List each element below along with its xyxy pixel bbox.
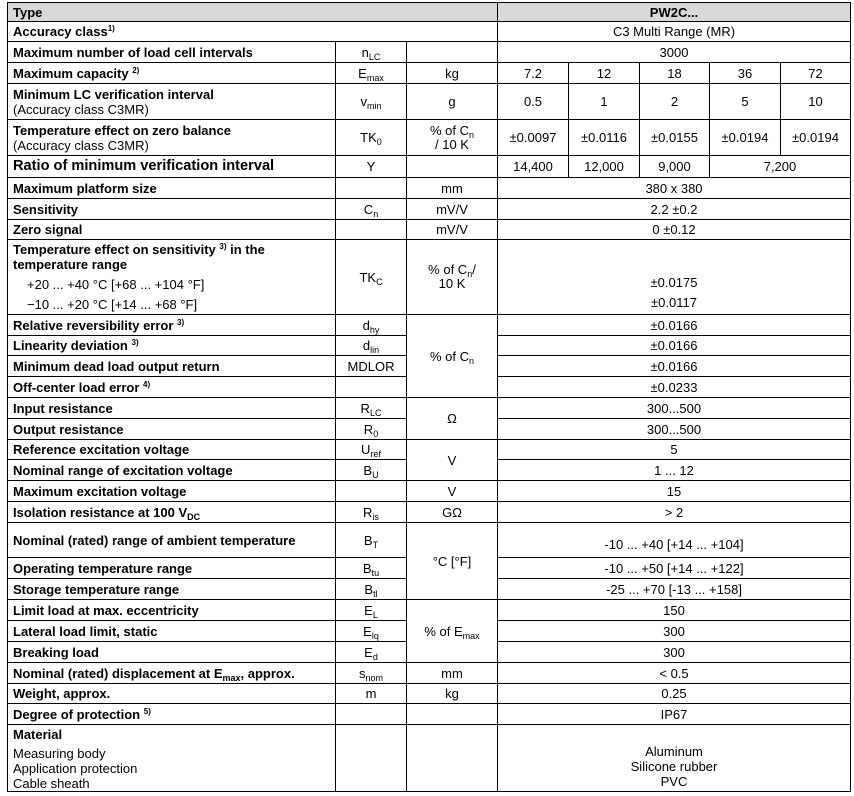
tkc-unit: % of $C_n/$ [428,262,476,279]
isolation-symbol: $R_{is}$ [363,504,379,522]
vmin-value: 1 [600,94,608,109]
material-item: Application protection [13,761,138,776]
op-temp-value: -10 ... +50 [+14 ... +122] [604,560,744,576]
zero-unit: mV/V [436,222,468,237]
displacement-symbol: $s_{nom}$ [358,665,383,683]
max-volt-value-cell [498,481,851,502]
isolation-unit-cell [407,502,498,523]
tk0-symbol-cell [336,120,407,156]
lateral-load-value-cell [498,621,851,642]
tkc-symbol-cell [336,240,407,315]
material-symbol-cell [336,725,407,792]
displacement-unit-cell [407,663,498,684]
material-value: Silicone rubber [630,759,718,774]
isolation-label: Isolation resistance at 100 $V_{DC}$ [13,504,201,522]
isolation-value: > 2 [664,504,684,520]
vmin-unit: g [448,94,456,109]
nom-volt-value: 1 ... 12 [654,462,694,478]
material-value: Aluminum [645,744,703,759]
nom-volt-value-cell [498,460,851,481]
type-value-cell [498,2,851,22]
ratio-label: Ratio of minimum verification interval [13,158,275,174]
vmin-value: 2 [670,94,679,109]
breaking-load-label: Breaking load [13,644,99,660]
capacity-value-cell [710,63,781,84]
sensitivity-value: 2.2 ±0.2 [650,201,698,217]
vmin-symbol: $v_{min}$ [360,94,382,111]
ratio-value: 12,000 [584,159,624,174]
mdlor-value-cell [498,356,851,377]
capacity-symbol: $E_{max}$ [358,65,384,83]
ratio-symbol: Y [366,159,376,174]
tk0-unit-per: / 10 K [435,136,469,152]
reversibility-value-cell [498,315,851,336]
ratio-value-cell [569,156,640,178]
breaking-load-value: 300 [663,644,685,660]
pct-emax-unit-cell [407,600,498,663]
lateral-load-label: Lateral load limit, static [13,623,158,639]
tkc-value-1: ±0.0175 [650,275,698,290]
tkc-symbol: $TK_C$ [359,269,383,287]
mdlor-label-cell [7,356,336,377]
capacity-label: Maximum capacity $^{2)}$ [13,65,140,81]
op-temp-label-cell [7,558,336,579]
tk0-value: ±0.0155 [651,130,698,145]
amb-temp-value: -10 ... +40 [+14 ... +104] [604,537,744,552]
protection-label-cell [7,704,336,725]
tkc-label: Temperature effect on sensitivity $^{3)}$ in the [13,242,265,257]
tk0-unit: % of $C_n$ [429,122,475,140]
vmin-value-cell [498,84,569,120]
ratio-value-cell [710,156,851,178]
ratio-value: 9,000 [658,159,691,174]
nom-volt-symbol: $B_U$ [363,462,379,480]
protection-unit-cell [407,704,498,725]
weight-label-cell [7,684,336,704]
amb-temp-symbol-cell [336,523,407,558]
linearity-label-cell [7,336,336,356]
protection-value: IP67 [660,706,688,722]
displacement-label: Nominal (rated) displacement at $E_{max}$, approx. [13,665,295,683]
accuracy-value-cell [498,22,851,42]
linearity-value-cell [498,336,851,356]
limit-load-symbol: $E_L$ [364,602,378,620]
ohm-unit: Ω [447,411,457,426]
tk0-value-cell [640,120,710,156]
isolation-value-cell [498,502,851,523]
vmin-value-cell [640,84,710,120]
sensitivity-symbol: $C_n$ [363,201,379,219]
max-volt-label: Maximum excitation voltage [13,483,187,499]
max-volt-value: 15 [666,483,682,499]
tkc-label-cell [7,240,336,315]
displacement-value: < 0.5 [659,665,689,681]
linearity-symbol: $d_{lin}$ [362,338,380,355]
material-value-cell [498,725,851,792]
tk0-value-cell [710,120,781,156]
displacement-symbol-cell [336,663,407,684]
op-temp-symbol-cell [336,558,407,579]
displacement-unit: mm [441,665,463,681]
breaking-load-symbol: $E_d$ [364,644,378,662]
pct-emax-unit: % of $E_{max}$ [424,623,480,641]
mdlor-symbol-cell [336,356,407,377]
output-res-value-cell [498,419,851,440]
pct-cn-unit-cell [407,315,498,398]
ratio-unit-cell [407,156,498,178]
vmin-value-cell [710,84,781,120]
op-temp-value-cell [498,558,851,579]
platform-unit: mm [441,180,463,196]
breaking-load-value-cell [498,642,851,663]
ref-volt-value-cell [498,440,851,460]
linearity-label: Linearity deviation $^{3)}$ [13,338,139,353]
ratio-value: 14,400 [513,159,553,174]
sensitivity-symbol-cell [336,199,407,220]
accuracy-value: C3 Multi Range (MR) [612,24,736,39]
displacement-value-cell [498,663,851,684]
ratio-value-cell [498,156,569,178]
breaking-load-label-cell [7,642,336,663]
nom-volt-label: Nominal range of excitation voltage [13,462,233,478]
mdlor-value: ±0.0166 [650,358,698,374]
tk0-value-cell [781,120,851,156]
limit-load-value: 150 [663,602,685,618]
vmin-value-cell [569,84,640,120]
vmin-value-cell [781,84,851,120]
capacity-value-cell [498,63,569,84]
limit-load-label: Limit load at max. eccentricity [13,602,199,618]
platform-label: Maximum platform size [13,180,157,196]
platform-symbol-cell [336,178,407,199]
type-label: Type [13,4,43,20]
tk0-label: Temperature effect on zero balance [13,122,231,138]
material-item: Cable sheath [13,776,90,791]
type-value: PW2C... [649,4,699,20]
vmin-value: 5 [741,94,749,109]
tk0-value: ±0.0116 [581,130,627,145]
platform-label-cell [7,178,336,199]
ref-volt-value: 5 [670,442,678,457]
weight-unit: kg [445,686,459,701]
intervals-value-cell [498,42,851,63]
capacity-value-cell [569,63,640,84]
zero-label: Zero signal [13,222,83,237]
reversibility-symbol: $d_{hy}$ [362,317,380,335]
weight-symbol-cell [336,684,407,704]
output-res-label: Output resistance [13,421,124,437]
tk0-value: ±0.0097 [509,130,557,145]
capacity-value-cell [640,63,710,84]
vmin-unit-cell [407,84,498,120]
tk0-value-cell [569,120,640,156]
input-res-label-cell [7,398,336,419]
st-temp-symbol-cell [336,579,407,600]
ratio-symbol-cell [336,156,407,178]
capacity-value: 7.2 [523,65,543,81]
tk0-value: ±0.0194 [721,130,769,145]
isolation-unit: GΩ [442,504,462,520]
isolation-symbol-cell [336,502,407,523]
weight-value: 0.25 [661,686,687,701]
output-res-value: 300...500 [646,421,702,437]
capacity-symbol-cell [336,63,407,84]
zero-symbol-cell [336,220,407,240]
offcenter-label: Off-center load error $^{4)}$ [13,379,151,395]
material-label-cell [7,725,336,792]
lateral-load-symbol-cell [336,621,407,642]
st-temp-value-cell [498,579,851,600]
zero-label-cell [7,220,336,240]
sensitivity-label-cell [7,199,336,220]
st-temp-value: -25 ... +70 [-13 ... +158] [606,581,742,597]
limit-load-value-cell [498,600,851,621]
weight-unit-cell [407,684,498,704]
tk0-label-cell [7,120,336,156]
tk0-symbol: $TK_0$ [360,130,382,147]
capacity-value: 18 [667,65,682,81]
zero-unit-cell [407,220,498,240]
tkc-range-1: +20 ... +40 °C [+68 ... +104 °F] [27,277,205,292]
vmin-value: 10 [808,94,823,109]
weight-symbol: m [365,686,377,701]
reversibility-label: Relative reversibility error $^{3)}$ [13,317,185,333]
material-item: Measuring body [13,746,106,761]
st-temp-symbol: $B_{tl}$ [364,581,378,599]
intervals-unit-cell [407,42,498,63]
temp-unit: °C [°F] [432,553,472,569]
max-volt-unit: V [447,483,457,499]
intervals-label-cell [7,42,336,63]
vmin-value: 0.5 [523,94,543,109]
input-res-symbol-cell [336,398,407,419]
intervals-symbol-cell [336,42,407,63]
protection-label: Degree of protection $^{5)}$ [13,706,151,722]
vmin-label-note: (Accuracy class C3MR) [13,101,149,117]
linearity-symbol-cell [336,336,407,356]
ratio-value-cell [640,156,710,178]
reversibility-label-cell [7,315,336,336]
vmin-symbol-cell [336,84,407,120]
tkc-range-2: −10 ... +20 °C [+14 ... +68 °F] [27,297,198,312]
protection-symbol-cell [336,704,407,725]
ratio-value: 7,200 [763,159,797,174]
input-res-value: 300...500 [646,400,702,416]
ref-volt-label-cell [7,440,336,460]
weight-label: Weight, approx. [13,686,111,701]
offcenter-label-cell [7,377,336,398]
protection-value-cell [498,704,851,725]
capacity-value-cell [781,63,851,84]
tkc-unit-per: 10 K [438,276,466,291]
st-temp-label-cell [7,579,336,600]
amb-temp-label-cell [7,523,336,558]
reversibility-value: ±0.0166 [650,317,698,333]
mdlor-symbol: MDLOR [347,358,395,374]
ref-volt-label: Reference excitation voltage [13,442,190,457]
tk0-value: ±0.0194 [792,130,839,145]
offcenter-symbol-cell [336,377,407,398]
input-res-label: Input resistance [13,400,113,416]
sensitivity-unit-cell [407,199,498,220]
reversibility-symbol-cell [336,315,407,336]
amb-temp-symbol: $B_T$ [363,532,379,550]
output-res-symbol: $R_0$ [363,421,379,439]
pct-cn-unit: % of $C_n$ [429,348,475,366]
isolation-label-cell [7,502,336,523]
input-res-symbol: $R_{LC}$ [360,400,382,418]
vmin-label-cell [7,84,336,120]
sensitivity-label: Sensitivity [13,201,79,217]
volt-unit-cell [407,440,498,481]
limit-load-label-cell [7,600,336,621]
tkc-unit-cell [407,240,498,315]
tkc-value-2: ±0.0117 [651,295,697,310]
capacity-label-cell [7,63,336,84]
output-res-label-cell [7,419,336,440]
sensitivity-value-cell [498,199,851,220]
ohm-unit-cell [407,398,498,440]
offcenter-value-cell [498,377,851,398]
capacity-value: 12 [596,65,612,81]
linearity-value: ±0.0166 [650,338,698,353]
displacement-label-cell [7,663,336,684]
accuracy-label: Accuracy class$^{1)}$ [13,24,115,39]
nom-volt-label-cell [7,460,336,481]
capacity-value: 36 [737,65,753,81]
zero-value-cell [498,220,851,240]
op-temp-symbol: $B_{tu}$ [362,560,380,578]
nom-volt-symbol-cell [336,460,407,481]
intervals-symbol: $n_{LC}$ [361,44,381,62]
capacity-value: 72 [808,65,823,81]
offcenter-value: ±0.0233 [650,379,698,395]
tk0-label-note: (Accuracy class C3MR) [13,137,149,153]
weight-value-cell [498,684,851,704]
accuracy-label-cell [7,22,498,42]
lateral-load-label-cell [7,621,336,642]
platform-value-cell [498,178,851,199]
max-volt-label-cell [7,481,336,502]
material-label: Material [13,727,63,742]
amb-temp-value-cell [498,523,851,558]
temp-unit-cell [407,523,498,600]
capacity-unit: kg [445,65,459,81]
material-value: PVC [660,774,688,789]
tk0-value-cell [498,120,569,156]
mdlor-label: Minimum dead load output return [13,358,220,374]
sensitivity-unit: mV/V [436,201,468,217]
vmin-label: Minimum LC verification interval [13,86,214,102]
breaking-load-symbol-cell [336,642,407,663]
intervals-value: 3000 [659,44,689,60]
platform-value: 380 x 380 [645,180,703,196]
tkc-label-line2: temperature range [13,257,128,272]
material-unit-cell [407,725,498,792]
volt-unit: V [447,452,457,468]
platform-unit-cell [407,178,498,199]
intervals-label: Maximum number of load cell intervals [13,44,253,60]
op-temp-label: Operating temperature range [13,560,193,576]
limit-load-symbol-cell [336,600,407,621]
ratio-label-cell [7,156,336,178]
type-label-cell [7,2,498,22]
output-res-symbol-cell [336,419,407,440]
ref-volt-symbol-cell [336,440,407,460]
tk0-unit-cell [407,120,498,156]
max-volt-symbol-cell [336,481,407,502]
input-res-value-cell [498,398,851,419]
lateral-load-symbol: $E_{lq}$ [363,623,379,641]
lateral-load-value: 300 [663,623,685,639]
zero-value: 0 ±0.12 [652,222,696,237]
capacity-unit-cell [407,63,498,84]
max-volt-unit-cell [407,481,498,502]
tkc-value-cell [498,240,851,315]
ref-volt-symbol: $U_{ref}$ [361,442,381,459]
amb-temp-label: Nominal (rated) range of ambient temperature [13,532,296,548]
st-temp-label: Storage temperature range [13,581,180,597]
